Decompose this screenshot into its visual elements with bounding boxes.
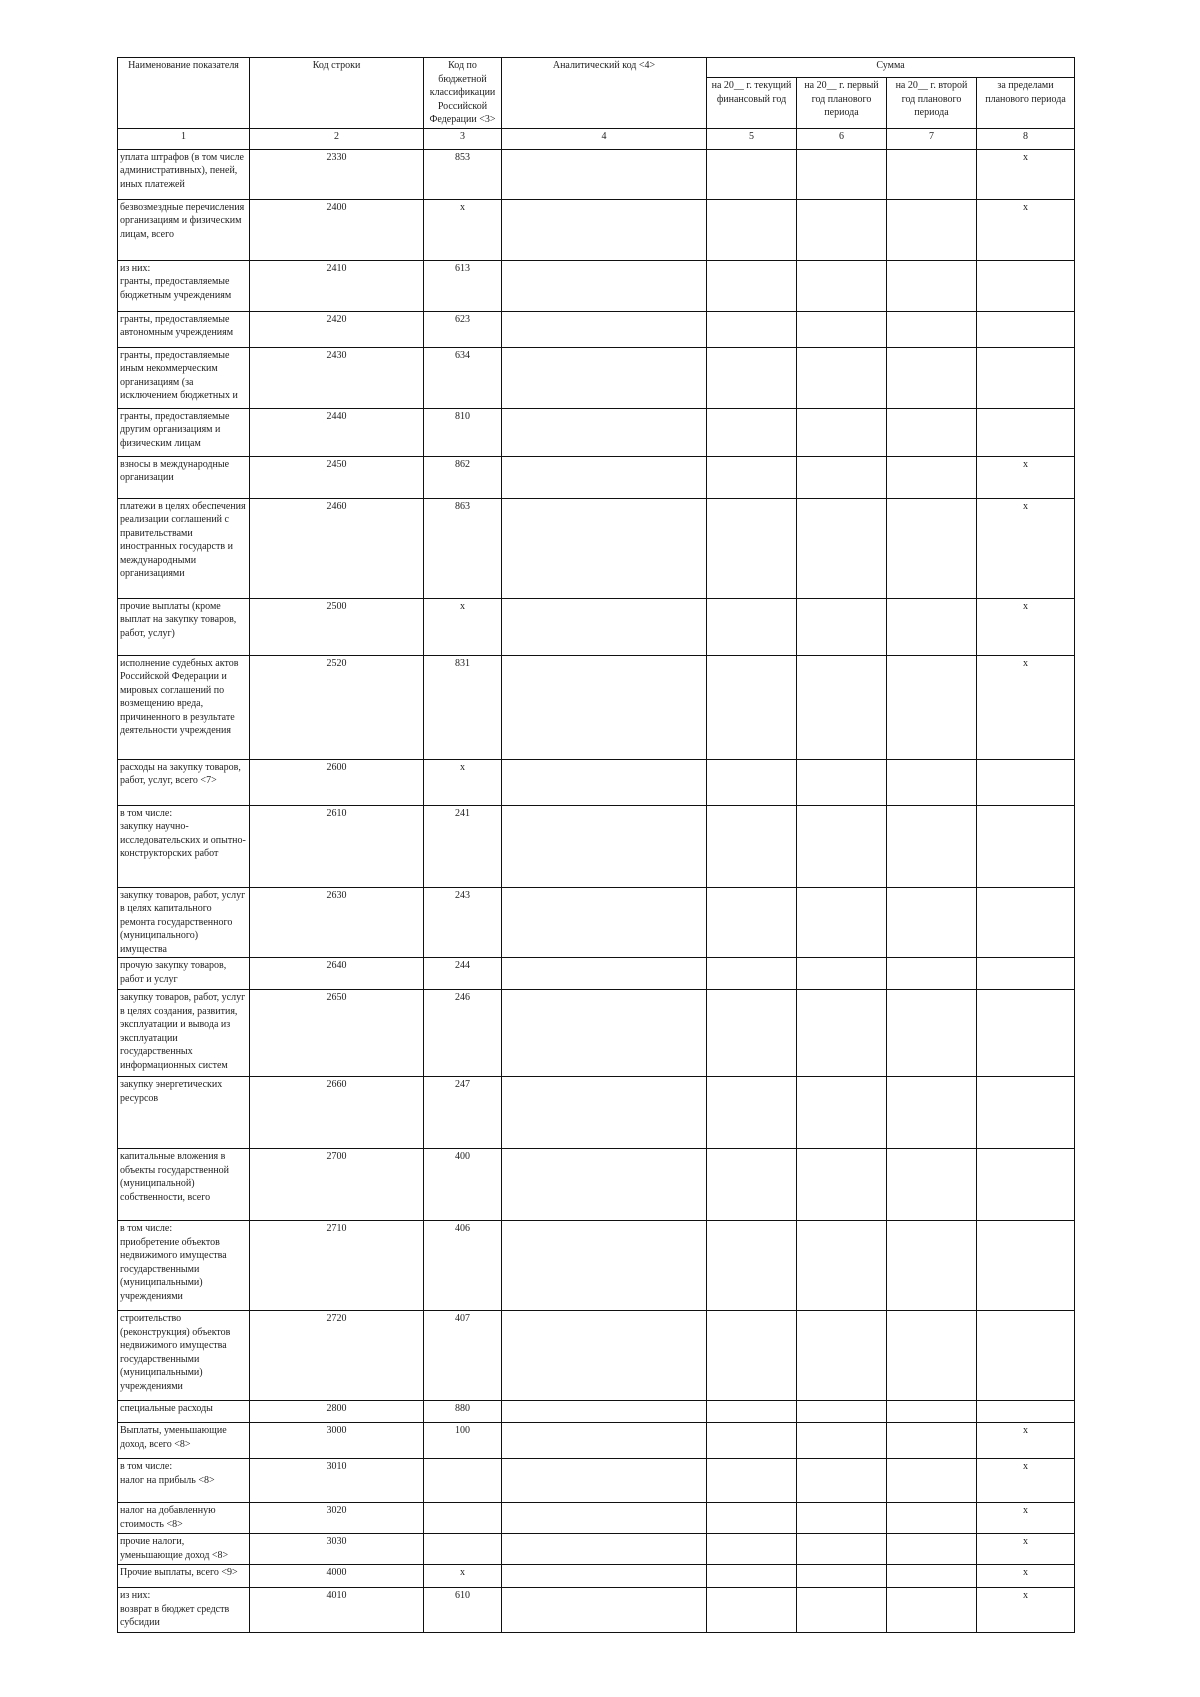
sum-second-year <box>887 1221 977 1311</box>
row-code: 2720 <box>250 1311 424 1401</box>
table-row <box>118 1221 1075 1311</box>
row-name: гранты, предоставляемые иным некоммерческим организациям (за исключением бюджетных и <box>120 349 238 401</box>
sum-current-year <box>707 1401 797 1423</box>
row-name: закупку энергетических ресурсов <box>120 1079 223 1104</box>
sum-first-year <box>797 199 887 260</box>
sum-current-year <box>707 1503 797 1534</box>
sum-beyond <box>977 1311 1075 1401</box>
sum-beyond <box>977 805 1075 887</box>
row-code: 2460 <box>250 498 424 598</box>
row-name-cell <box>118 1565 250 1588</box>
sum-second-year <box>887 199 977 260</box>
table-row <box>118 199 1075 260</box>
sum-current-year <box>707 958 797 990</box>
col-number-8: 8 <box>977 128 1075 149</box>
analytic-code-cell <box>502 498 707 598</box>
table-row <box>118 958 1075 990</box>
row-name: налог на добавленную стоимость <8> <box>120 1505 216 1530</box>
row-name-cell <box>118 199 250 260</box>
header-budget-code: Код по бюджетной классификации Российской Федерации <3> <box>424 58 502 129</box>
table-row <box>118 408 1075 456</box>
row-name-cell <box>118 1311 250 1401</box>
row-code: 4010 <box>250 1588 424 1633</box>
col-number-5: 5 <box>707 128 797 149</box>
sum-beyond <box>977 990 1075 1077</box>
row-name-cell <box>118 456 250 498</box>
budget-code: 400 <box>424 1149 502 1221</box>
sum-beyond <box>977 408 1075 456</box>
table-row <box>118 887 1075 958</box>
row-code: 3020 <box>250 1503 424 1534</box>
row-name-cell <box>118 1503 250 1534</box>
row-name: Прочие выплаты, всего <9> <box>120 1567 238 1578</box>
row-name-cell <box>118 1534 250 1565</box>
row-name-cell <box>118 149 250 199</box>
sum-beyond: x <box>977 199 1075 260</box>
budget-code: 613 <box>424 260 502 311</box>
table-row <box>118 498 1075 598</box>
row-code: 2420 <box>250 311 424 347</box>
sum-second-year <box>887 498 977 598</box>
budget-code: x <box>424 1565 502 1588</box>
sum-beyond: x <box>977 598 1075 655</box>
sum-first-year <box>797 456 887 498</box>
header-sum: Сумма <box>707 58 1075 78</box>
col-number-2: 2 <box>250 128 424 149</box>
column-number-row <box>118 128 1075 149</box>
header-analytic-code: Аналитический код <4> <box>502 58 707 129</box>
sum-beyond: x <box>977 1588 1075 1633</box>
table-row <box>118 149 1075 199</box>
table-row <box>118 1077 1075 1149</box>
budget-code: 243 <box>424 887 502 958</box>
analytic-code-cell <box>502 347 707 408</box>
sum-second-year <box>887 1565 977 1588</box>
analytic-code-cell <box>502 199 707 260</box>
table-row <box>118 655 1075 759</box>
sum-second-year <box>887 408 977 456</box>
row-name-cell <box>118 759 250 805</box>
sum-current-year <box>707 1077 797 1149</box>
budget-code: 241 <box>424 805 502 887</box>
analytic-code-cell <box>502 1149 707 1221</box>
budget-code: 244 <box>424 958 502 990</box>
row-name: гранты, предоставляемые другим организациям и физическим лицам <box>120 410 230 449</box>
table-row <box>118 1401 1075 1423</box>
table-row <box>118 1503 1075 1534</box>
budget-code: 610 <box>424 1588 502 1633</box>
row-code: 2330 <box>250 149 424 199</box>
row-name-cell <box>118 311 250 347</box>
row-name: капитальные вложения в объекты государственной (муниципальной) собственности, всего <box>120 1151 230 1203</box>
table-row <box>118 311 1075 347</box>
sum-first-year <box>797 1423 887 1459</box>
sum-current-year <box>707 199 797 260</box>
table-row <box>118 805 1075 887</box>
sum-second-year <box>887 805 977 887</box>
sum-current-year <box>707 887 797 958</box>
sum-beyond <box>977 958 1075 990</box>
sum-current-year <box>707 759 797 805</box>
analytic-code-cell <box>502 1459 707 1503</box>
sum-second-year <box>887 149 977 199</box>
row-name-cell <box>118 347 250 408</box>
header-row-code: Код строки <box>250 58 424 129</box>
row-name: прочие налоги, уменьшающие доход <8> <box>120 1536 229 1561</box>
sum-current-year <box>707 149 797 199</box>
row-code: 2520 <box>250 655 424 759</box>
budget-code: 831 <box>424 655 502 759</box>
table-row <box>118 347 1075 408</box>
sum-second-year <box>887 456 977 498</box>
sum-beyond: x <box>977 1423 1075 1459</box>
budget-code <box>424 1503 502 1534</box>
sum-second-year <box>887 1077 977 1149</box>
row-name: расходы на закупку товаров, работ, услуг, всего <7> <box>120 761 241 786</box>
row-name: закупку товаров, работ, услуг в целях капитального ремонта государственного (муниципального) имущества <box>120 889 246 955</box>
sum-beyond: x <box>977 149 1075 199</box>
sum-first-year <box>797 655 887 759</box>
row-name-cell <box>118 1149 250 1221</box>
analytic-code-cell <box>502 655 707 759</box>
sum-first-year <box>797 498 887 598</box>
row-code: 3030 <box>250 1534 424 1565</box>
sum-first-year <box>797 958 887 990</box>
plan-table <box>117 57 1075 1633</box>
row-name-cell <box>118 990 250 1077</box>
sum-first-year <box>797 149 887 199</box>
col-number-6: 6 <box>797 128 887 149</box>
sum-first-year <box>797 1401 887 1423</box>
row-name: строительство (реконструкция) объектов недвижимого имущества государственными (муниципальными) учреждениями <box>120 1313 231 1392</box>
table-row <box>118 598 1075 655</box>
header-year-second: на 20__ г. второй год планового периода <box>887 78 977 128</box>
analytic-code-cell <box>502 1534 707 1565</box>
row-name: Выплаты, уменьшающие доход, всего <8> <box>120 1425 227 1450</box>
budget-code: 247 <box>424 1077 502 1149</box>
row-name: закупку товаров, работ, услуг в целях создания, развития, эксплуатации и вывода из эксплуатации государственных информационных систем <box>120 992 246 1071</box>
budget-code: 853 <box>424 149 502 199</box>
sum-second-year <box>887 887 977 958</box>
budget-code: 863 <box>424 498 502 598</box>
budget-code <box>424 1459 502 1503</box>
row-code: 3010 <box>250 1459 424 1503</box>
table-row <box>118 990 1075 1077</box>
sum-second-year <box>887 1588 977 1633</box>
sum-first-year <box>797 311 887 347</box>
budget-code: 246 <box>424 990 502 1077</box>
row-name: гранты, предоставляемые автономным учреждениям <box>120 313 234 338</box>
row-name-cell <box>118 1221 250 1311</box>
sum-second-year <box>887 311 977 347</box>
table-row <box>118 1149 1075 1221</box>
row-code: 2430 <box>250 347 424 408</box>
sum-second-year <box>887 655 977 759</box>
row-name-cell <box>118 958 250 990</box>
row-code: 4000 <box>250 1565 424 1588</box>
row-code: 3000 <box>250 1423 424 1459</box>
sum-beyond: x <box>977 1459 1075 1503</box>
sum-second-year <box>887 1423 977 1459</box>
sum-beyond: x <box>977 1534 1075 1565</box>
budget-code: 880 <box>424 1401 502 1423</box>
row-name-cell <box>118 498 250 598</box>
row-name: прочую закупку товаров, работ и услуг <box>120 960 227 985</box>
sum-first-year <box>797 1149 887 1221</box>
sum-current-year <box>707 456 797 498</box>
sum-current-year <box>707 1534 797 1565</box>
sum-beyond <box>977 1077 1075 1149</box>
budget-code: 623 <box>424 311 502 347</box>
analytic-code-cell <box>502 759 707 805</box>
row-name-cell <box>118 805 250 887</box>
sum-second-year <box>887 347 977 408</box>
sum-first-year <box>797 1459 887 1503</box>
row-name: платежи в целях обеспечения реализации соглашений с правительствами иностранных государств и международными организациями <box>120 500 246 579</box>
sum-second-year <box>887 1503 977 1534</box>
sum-beyond <box>977 347 1075 408</box>
row-code: 2660 <box>250 1077 424 1149</box>
col-number-1: 1 <box>118 128 250 149</box>
sum-beyond <box>977 311 1075 347</box>
row-code: 2640 <box>250 958 424 990</box>
col-number-3: 3 <box>424 128 502 149</box>
table-row <box>118 759 1075 805</box>
sum-current-year <box>707 311 797 347</box>
row-code: 2800 <box>250 1401 424 1423</box>
header-year-current: на 20__ г. текущий финансовый год <box>707 78 797 128</box>
sum-second-year <box>887 1311 977 1401</box>
sum-beyond <box>977 1401 1075 1423</box>
sum-second-year <box>887 1534 977 1565</box>
budget-code: x <box>424 598 502 655</box>
row-prefix: из них: <box>120 1590 151 1601</box>
table-row <box>118 1423 1075 1459</box>
sum-second-year <box>887 1459 977 1503</box>
budget-code: 634 <box>424 347 502 408</box>
sum-current-year <box>707 1149 797 1221</box>
row-code: 2450 <box>250 456 424 498</box>
budget-code: x <box>424 199 502 260</box>
row-name: уплата штрафов (в том числе административных), пеней, иных платежей <box>120 151 244 190</box>
sum-beyond <box>977 260 1075 311</box>
sum-beyond <box>977 759 1075 805</box>
sum-current-year <box>707 498 797 598</box>
row-code: 2400 <box>250 199 424 260</box>
row-prefix: в том числе: <box>120 1223 173 1234</box>
row-name-cell <box>118 1401 250 1423</box>
table-row <box>118 1588 1075 1633</box>
row-name-cell <box>118 408 250 456</box>
row-name: безвозмездные перечисления организациям и физическим лицам, всего <box>120 201 245 240</box>
budget-code: 100 <box>424 1423 502 1459</box>
sum-first-year <box>797 260 887 311</box>
row-name: взносы в международные организации <box>120 458 230 483</box>
analytic-code-cell <box>502 260 707 311</box>
sum-first-year <box>797 598 887 655</box>
analytic-code-cell <box>502 1565 707 1588</box>
sum-second-year <box>887 598 977 655</box>
sum-current-year <box>707 1565 797 1588</box>
sum-current-year <box>707 598 797 655</box>
row-code: 2700 <box>250 1149 424 1221</box>
row-code: 2650 <box>250 990 424 1077</box>
analytic-code-cell <box>502 311 707 347</box>
sum-first-year <box>797 990 887 1077</box>
analytic-code-cell <box>502 149 707 199</box>
row-name-cell <box>118 1588 250 1633</box>
sum-current-year <box>707 347 797 408</box>
header-name: Наименование показателя <box>118 58 250 129</box>
row-code: 2440 <box>250 408 424 456</box>
sum-first-year <box>797 759 887 805</box>
analytic-code-cell <box>502 1588 707 1633</box>
row-prefix: в том числе: <box>120 807 173 819</box>
row-name-cell <box>118 1459 250 1503</box>
table-row <box>118 1311 1075 1401</box>
row-code: 2600 <box>250 759 424 805</box>
sum-current-year <box>707 1459 797 1503</box>
sum-beyond: x <box>977 1565 1075 1588</box>
budget-code: 862 <box>424 456 502 498</box>
sum-beyond: x <box>977 655 1075 759</box>
row-name-cell <box>118 655 250 759</box>
sum-current-year <box>707 1588 797 1633</box>
analytic-code-cell <box>502 805 707 887</box>
sum-second-year <box>887 990 977 1077</box>
analytic-code-cell <box>502 456 707 498</box>
table-row <box>118 1459 1075 1503</box>
table-row <box>118 260 1075 311</box>
analytic-code-cell <box>502 958 707 990</box>
sum-first-year <box>797 1534 887 1565</box>
budget-code: 810 <box>424 408 502 456</box>
row-code: 2610 <box>250 805 424 887</box>
row-name: прочие выплаты (кроме выплат на закупку товаров, работ, услуг) <box>120 600 237 639</box>
budget-code: x <box>424 759 502 805</box>
sum-second-year <box>887 759 977 805</box>
sum-beyond <box>977 1221 1075 1311</box>
header-year-first: на 20__ г. первый год планового периода <box>797 78 887 128</box>
sum-second-year <box>887 958 977 990</box>
sum-beyond <box>977 887 1075 958</box>
analytic-code-cell <box>502 1401 707 1423</box>
analytic-code-cell <box>502 887 707 958</box>
sum-current-year <box>707 408 797 456</box>
analytic-code-cell <box>502 598 707 655</box>
row-name: гранты, предоставляемые бюджетным учреждениям <box>120 276 232 301</box>
sum-first-year <box>797 408 887 456</box>
sum-first-year <box>797 887 887 958</box>
budget-code: 406 <box>424 1221 502 1311</box>
sum-beyond: x <box>977 498 1075 598</box>
sum-current-year <box>707 1221 797 1311</box>
table-row <box>118 1534 1075 1565</box>
row-code: 2410 <box>250 260 424 311</box>
table-row <box>118 456 1075 498</box>
sum-first-year <box>797 1311 887 1401</box>
table-row <box>118 1565 1075 1588</box>
analytic-code-cell <box>502 1077 707 1149</box>
row-name-cell <box>118 260 250 311</box>
sum-current-year <box>707 805 797 887</box>
row-name: налог на прибыль <8> <box>120 1474 215 1486</box>
analytic-code-cell <box>502 1503 707 1534</box>
analytic-code-cell <box>502 1311 707 1401</box>
analytic-code-cell <box>502 990 707 1077</box>
col-number-4: 4 <box>502 128 707 149</box>
sum-first-year <box>797 1221 887 1311</box>
row-prefix: из них: <box>120 262 151 274</box>
row-name-cell <box>118 1077 250 1149</box>
sum-beyond: x <box>977 456 1075 498</box>
row-name-cell <box>118 887 250 958</box>
analytic-code-cell <box>502 1423 707 1459</box>
header-row-1 <box>118 58 1075 78</box>
header-beyond: за пределами планового периода <box>977 78 1075 128</box>
row-code: 2710 <box>250 1221 424 1311</box>
sum-first-year <box>797 1077 887 1149</box>
row-prefix: в том числе: <box>120 1461 173 1472</box>
row-name: возврат в бюджет средств субсидии <box>120 1603 230 1628</box>
row-name: исполнение судебных актов Российской Федерации и мировых соглашений по возмещению вреда, причиненного в результате деятельности учреждения <box>120 657 239 736</box>
analytic-code-cell <box>502 1221 707 1311</box>
budget-code: 407 <box>424 1311 502 1401</box>
sum-beyond: x <box>977 1503 1075 1534</box>
analytic-code-cell <box>502 408 707 456</box>
sum-second-year <box>887 1149 977 1221</box>
row-name-cell <box>118 1423 250 1459</box>
row-code: 2500 <box>250 598 424 655</box>
row-name: закупку научно-исследовательских и опытно-конструкторских работ <box>120 821 246 859</box>
row-name-cell <box>118 598 250 655</box>
sum-first-year <box>797 1565 887 1588</box>
sum-first-year <box>797 805 887 887</box>
sum-current-year <box>707 990 797 1077</box>
row-name: специальные расходы <box>120 1403 213 1414</box>
budget-code <box>424 1534 502 1565</box>
sum-beyond <box>977 1149 1075 1221</box>
sum-first-year <box>797 1588 887 1633</box>
sum-current-year <box>707 1423 797 1459</box>
col-number-7: 7 <box>887 128 977 149</box>
sum-first-year <box>797 1503 887 1534</box>
sum-second-year <box>887 260 977 311</box>
sum-current-year <box>707 1311 797 1401</box>
sum-second-year <box>887 1401 977 1423</box>
sum-first-year <box>797 347 887 408</box>
row-name: приобретение объектов недвижимого имущества государственными (муниципальными) учреждениями <box>120 1236 227 1302</box>
sum-current-year <box>707 655 797 759</box>
row-code: 2630 <box>250 887 424 958</box>
sum-current-year <box>707 260 797 311</box>
